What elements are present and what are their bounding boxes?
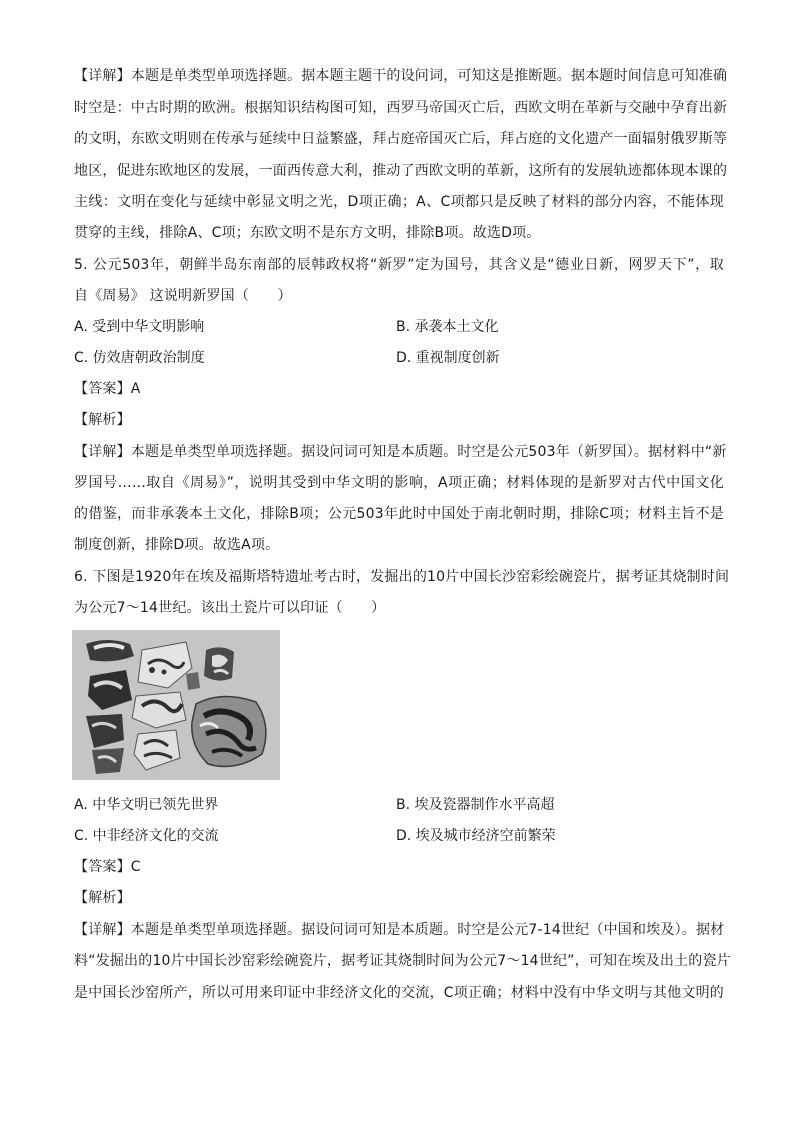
q6-detail-line-3: 是中国长沙窑所产，所以可用来印证中非经济文化的交流，C项正确；材料中没有中华文明与其他文明的	[74, 985, 724, 1001]
q6-answer: 【答案】C	[74, 859, 141, 875]
q5-detail-line-1: 【详解】本题是单类型单项选择题。据设问词可知是本质题。时空是公元503年（新罗国）。据材料中“新	[74, 444, 727, 460]
q4-detail-line-3: 的文明，东欧文明则在传承与延续中日益繁盛，拜占庭帝国灭亡后，拜占庭的文化遗产一面辐射俄罗斯等	[74, 131, 728, 147]
q6-option-d: D. 埃及城市经济空前繁荣	[396, 828, 556, 844]
q4-detail-line-5: 主线：文明在变化与延续中彰显文明之光，D项正确；A、C项都只是反映了材料的部分内容，不能体现	[74, 194, 724, 210]
q5-detail-line-3: 的借鉴，而非承袭本土文化，排除B项；公元503年此时中国处于南北朝时期，排除C项；材料主旨不是	[74, 506, 724, 522]
q5-option-c: C. 仿效唐朝政治制度	[74, 350, 205, 366]
q5-option-d: D. 重视制度创新	[396, 350, 500, 366]
q5-detail-line-2: 罗国号……取自《周易》”，说明其受到中华文明的影响，A项正确；材料体现的是新罗对古代中国文化	[74, 475, 724, 491]
q6-analysis-label: 【解析】	[74, 890, 131, 906]
q5-analysis-label: 【解析】	[74, 412, 131, 428]
q5-option-a: A. 受到中华文明影响	[74, 319, 205, 335]
q5-stem-line-1: 5. 公元503年，朝鲜半岛东南部的辰韩政权将“新罗”定为国号，其含义是“德业日新，网罗天下”，取	[74, 257, 724, 273]
q4-detail-line-4: 地区，促进东欧地区的发展，一面西传意大利，推动了西欧文明的革新，这所有的发展轨迹都体现本课的	[74, 163, 728, 179]
q6-option-b: B. 埃及瓷器制作水平高超	[396, 797, 555, 813]
q6-detail-line-2: 料“发掘出的10片中国长沙窑彩绘碗瓷片，据考证其烧制时间为公元7～14世纪”，可知在埃及出土的瓷片	[74, 953, 731, 969]
q5-detail-line-4: 制度创新，排除D项。故选A项。	[74, 537, 280, 553]
q6-stem-line-1: 6. 下图是1920年在埃及福斯塔特遗址考古时，发掘出的10片中国长沙窑彩绘碗瓷片，据考证其烧制时间	[74, 569, 730, 585]
q5-option-b: B. 承袭本土文化	[396, 319, 499, 335]
q6-stem-line-2: 为公元7～14世纪。该出土瓷片可以印证（ ）	[74, 600, 386, 616]
pottery-shards-photo	[72, 630, 280, 780]
q4-detail-line-2: 时空是：中古时期的欧洲。根据知识结构图可知，西罗马帝国灭亡后，西欧文明在革新与交融中孕育出新	[74, 100, 728, 116]
q6-option-c: C. 中非经济文化的交流	[74, 828, 219, 844]
q4-detail-line-1: 【详解】本题是单类型单项选择题。据本题主题干的设问词，可知这是推断题。据本题时间信息可知准确	[74, 68, 728, 84]
q6-detail-line-1: 【详解】本题是单类型单项选择题。据设问词可知是本质题。时空是公元7-14世纪（中国和埃及）。据材	[74, 922, 725, 938]
q4-detail-line-6: 贯穿的主线，排除A、C项；东欧文明不是东方文明，排除B项。故选D项。	[74, 225, 541, 241]
q6-option-a: A. 中华文明已领先世界	[74, 797, 219, 813]
q5-answer: 【答案】A	[74, 381, 141, 397]
q5-stem-line-2: 自《周易》 这说明新罗国（ ）	[74, 288, 292, 304]
